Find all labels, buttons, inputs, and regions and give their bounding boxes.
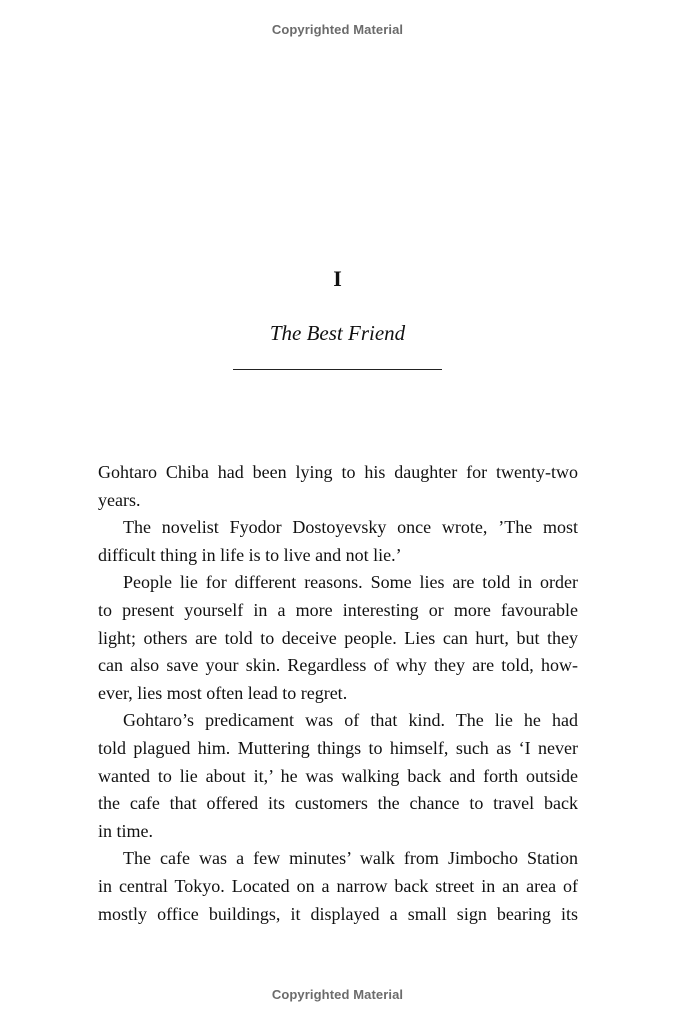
text-line: Gohtaro’s predicament was of that kind. The lie he had bbox=[123, 710, 578, 731]
text-line: ever, lies most often lead to regret. bbox=[98, 682, 348, 703]
text-line: light; others are told to deceive people. Lies can hurt, but they bbox=[98, 627, 578, 648]
text-line: mostly office buildings, it displayed a small sign bearing its bbox=[98, 903, 578, 924]
text-line: People lie for different reasons. Some lies are told in order bbox=[123, 572, 578, 593]
body-text bbox=[98, 459, 578, 928]
text-line: the cafe that offered its customers the chance to travel back bbox=[98, 793, 578, 814]
copyright-watermark-top: Copyrighted Material bbox=[271, 22, 404, 37]
text-line: Gohtaro Chiba had been lying to his daughter for twenty-two bbox=[98, 462, 578, 482]
text-line: can also save your skin. Regardless of why they are told, how- bbox=[98, 655, 578, 676]
text-line: years. bbox=[98, 489, 141, 510]
text-line: told plagued him. Muttering things to himself, such as ‘I never bbox=[98, 737, 578, 758]
text-line: in time. bbox=[98, 820, 153, 841]
text-line: wanted to lie about it,’ he was walking back and forth outside bbox=[98, 765, 578, 786]
text-line: in central Tokyo. Located on a narrow back street in an area of bbox=[98, 875, 578, 896]
copyright-watermark-bottom: Copyrighted Material bbox=[271, 987, 404, 1002]
text-line: The cafe was a few minutes’ walk from Jimbocho Station bbox=[123, 848, 578, 869]
text-line: to present yourself in a more interesting or more favourable bbox=[98, 599, 578, 620]
text-line: The novelist Fyodor Dostoyevsky once wrote, ’The most bbox=[123, 517, 578, 538]
chapter-number: I bbox=[333, 266, 342, 291]
text-line: difficult thing in life is to live and not lie.’ bbox=[98, 544, 402, 565]
chapter-title: The Best Friend bbox=[269, 321, 406, 345]
chapter-title-rule bbox=[233, 369, 442, 370]
